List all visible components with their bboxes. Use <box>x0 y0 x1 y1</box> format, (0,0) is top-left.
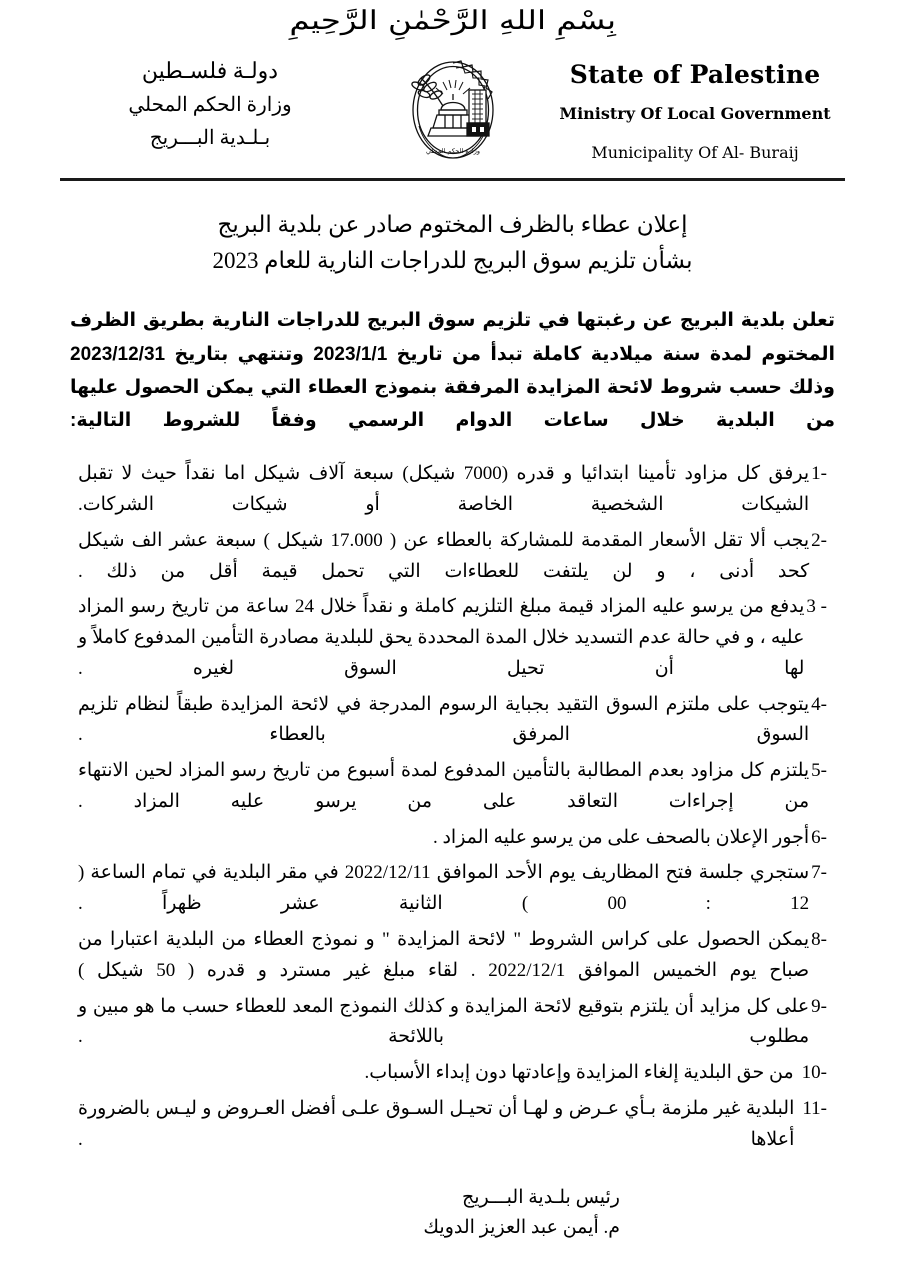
letterhead-arabic-ministry: وزارة الحكم المحلي <box>128 93 292 116</box>
conditions-list <box>78 459 827 1155</box>
condition-text: من حق البلدية إلغاء المزايدة وإعادتها دون إبداء الأسباب. <box>364 1062 794 1084</box>
condition-text: يدفع من يرسو عليه المزاد قيمة مبلغ التلزيم كاملة و نقداً خلال 24 ساعة من تاريخ رسو المزاد عليه ، و في حالة عدم التسديد خلال المدة المحددة يحق للبلدية مصادرة التأمين المدفوع كاملاً و لها أن تحيل السوق لغيره . <box>78 596 805 679</box>
emblem-container <box>388 50 518 164</box>
signatory-name: م. أيمن عبد العزيز الدويك <box>423 1216 620 1238</box>
condition-item <box>78 1058 827 1089</box>
title-line-1: إعلان عطاء بالظرف المختوم صادر عن بلدية البريج <box>217 212 688 237</box>
condition-text: ستجري جلسة فتح المظاريف يوم الأحد الموافق 2022/12/11 في مقر البلدية في تمام الساعة ( 12 : 00 ) الثانية عشر ظهراً . <box>78 862 810 915</box>
condition-text: أجور الإعلان بالصحف على من يرسو عليه المزاد . <box>432 826 810 848</box>
condition-number: 3 - <box>806 596 827 618</box>
signatory-title: رئيس بلـدية البـــريج <box>461 1187 620 1209</box>
condition-number: 2- <box>811 529 827 551</box>
svg-text:وزارة الحكم المحلي: وزارة الحكم المحلي <box>425 147 480 155</box>
letterhead-english-column <box>545 50 845 162</box>
condition-item <box>78 823 827 854</box>
condition-text: يجب ألا تقل الأسعار المقدمة للمشاركة بالعطاء عن ( 17.000 شيكل ) سبعة عشر الف شيكل كحد أدنى ، و لن يلتفت للعطاءات التي تحمل قيمة أقل من ذلك . <box>78 529 810 582</box>
condition-text: يمكن الحصول على كراس الشروط " لائحة المزايدة " و نموذج العطاء من البلدية اعتبارا من صباح يوم الخميس الموافق 2022/12/1 . لقاء مبلغ غير مسترد و قدره ( 50 شيكل ) <box>78 929 810 981</box>
bismillah-row <box>0 0 905 50</box>
condition-item <box>78 925 827 987</box>
condition-text: يرفق كل مزاود تأمينا ابتدائيا و قدره (7000 شيكل) سبعة آلاف شيكل اما نقداً حيث لا تقبل الشيكات الشخصية الخاصة أو شيكات الشركات. <box>78 463 810 516</box>
condition-item <box>78 526 827 588</box>
condition-number: 10- <box>801 1062 827 1084</box>
letterhead-english-state: State of Palestine <box>569 60 821 89</box>
bismillah-calligraphy: بِسْمِ اللهِ الرَّحْمٰنِ الرَّحِيمِ <box>289 6 616 36</box>
condition-number: 1- <box>811 463 827 485</box>
letterhead-arabic-municipality: بـلـدية البـــريج <box>149 126 271 149</box>
condition-text: على كل مزايد أن يلتزم بتوقيع لائحة المزايدة و كذلك النموذج المعد للعطاء حسب ما هو مبين و مطلوب باللائحة . <box>78 995 810 1048</box>
letterhead-english-ministry: Ministry Of Local Government <box>559 104 831 123</box>
page-title <box>95 207 810 278</box>
ministry-of-local-government-emblem-icon <box>393 52 513 164</box>
condition-item <box>78 459 827 521</box>
condition-item <box>78 1094 827 1156</box>
condition-item <box>78 592 827 684</box>
letterhead-arabic-state: دولـة فلسـطين <box>141 58 279 83</box>
condition-number: 9- <box>811 995 827 1017</box>
condition-number: 11- <box>802 1097 827 1119</box>
letterhead-english-municipality: Municipality Of Al- Buraij <box>591 143 799 162</box>
condition-item <box>78 690 827 752</box>
signature-block <box>0 1183 905 1242</box>
condition-text: يتوجب على ملتزم السوق التقيد بجباية الرسوم المدرجة في لائحة المزايدة طبقاً لنظام تلزيم السوق المرفق بالعطاء . <box>78 693 810 746</box>
condition-number: 4- <box>811 693 827 715</box>
condition-text: يلتزم كل مزاود بعدم المطالبة بالتأمين المدفوع لمدة أسبوع من تاريخ رسو المزاد لحين الانتهاء من إجراءات التعاقد على من يرسو عليه المزاد . <box>78 760 810 812</box>
condition-item <box>78 756 827 818</box>
condition-number: 6- <box>811 826 827 848</box>
condition-number: 8- <box>811 929 827 950</box>
condition-item <box>78 992 827 1054</box>
letterhead-arabic-column <box>60 50 360 152</box>
condition-text: البلدية غير ملزمة بـأي عـرض و لهـا أن تحيـل السـوق علـى أفضل العـروض و ليـس بالضرورة أعلاها . <box>78 1097 795 1150</box>
condition-number: 7- <box>811 862 827 884</box>
condition-item <box>78 858 827 920</box>
condition-number: 5- <box>811 760 827 782</box>
intro-paragraph: تعلن بلدية البريج عن رغبتها في تلزيم سوق البريج للدراجات النارية بطريق الظرف المختوم لمدة سنة ميلادية كاملة تبدأ من تاريخ 2023/1/1 وتنتهي بتاريخ 2023/12/31 وذلك حسب شروط لائحة المزايدة المرفقة بنموذج العطاء التي يمكن الحصول عليها من البلدية خلال ساعات الدوام الرسمي وفقاً للشروط التالية: <box>70 310 835 432</box>
letterhead <box>0 50 905 162</box>
header-divider <box>60 178 845 181</box>
title-line-2: بشأن تلزيم سوق البريج للدراجات النارية للعام 2023 <box>212 247 693 273</box>
